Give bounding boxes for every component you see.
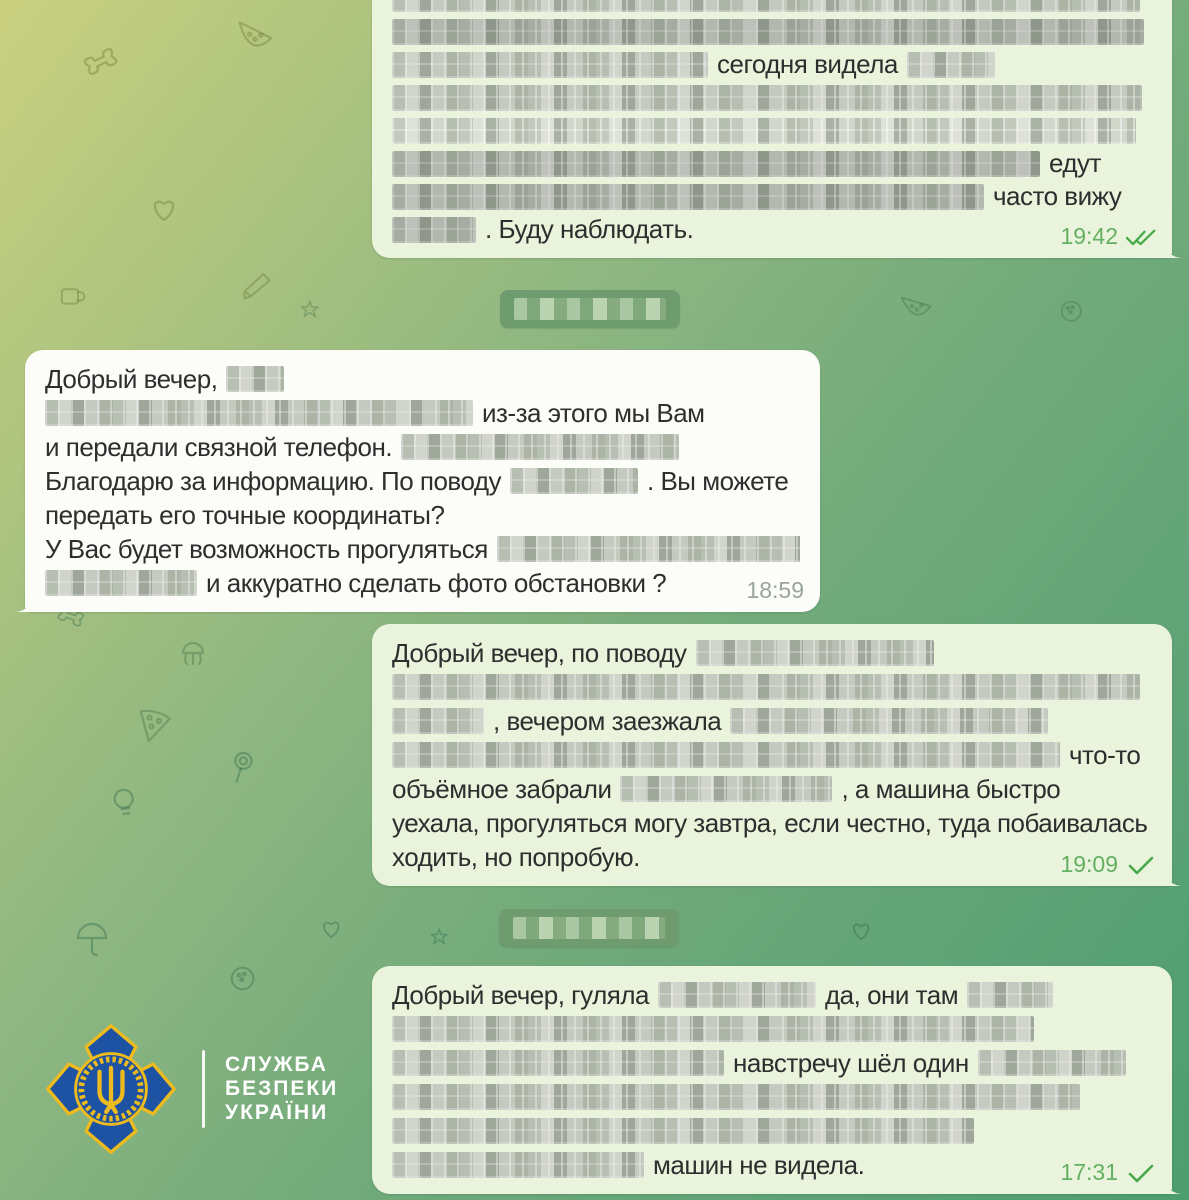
watermark-line: БЕЗПЕКИ: [225, 1077, 339, 1100]
message-line: [45, 498, 800, 532]
redacted-blur-segment: [392, 85, 1142, 111]
redacted-blur-segment: [392, 0, 1140, 12]
double-check-icon: [1126, 227, 1156, 247]
message-text-segment: , а машина быстро: [841, 773, 1061, 804]
redacted-blur-segment: [392, 52, 708, 78]
message-text-segment: Благодарю за информацию. По поводу: [45, 465, 502, 496]
message-line: [45, 566, 800, 600]
message-meta: [1060, 851, 1156, 878]
redacted-blur-segment: [967, 982, 1053, 1008]
message-text-segment: передать его точные координаты?: [45, 499, 445, 530]
redacted-blur-segment: [658, 982, 816, 1008]
message-line: [392, 15, 1152, 48]
message-line: [392, 1080, 1152, 1114]
message-text-segment: едут: [1049, 148, 1101, 178]
redacted-blur-segment: [45, 570, 197, 596]
redacted-blur-segment: [392, 674, 1140, 700]
bubble-tail: [1161, 1172, 1183, 1194]
redacted-blur-segment: [392, 1050, 724, 1076]
redacted-blur-segment: [45, 400, 473, 426]
watermark-line: УКРАЇНИ: [225, 1101, 329, 1124]
message-bubble-1[interactable]: [372, 0, 1172, 258]
message-line: [392, 180, 1152, 213]
message-text-segment: Добрый вечер, гуляла: [392, 979, 649, 1010]
message-lines: [372, 966, 1172, 1194]
message-time: 19:42: [1060, 223, 1118, 249]
redacted-blur-segment: [401, 434, 679, 460]
redacted-blur-segment: [392, 1084, 1080, 1110]
message-lines: [372, 624, 1172, 886]
message-text-segment: , вечером заезжала: [493, 705, 722, 736]
message-bubble-4[interactable]: [372, 966, 1172, 1194]
message-text-segment: Добрый вечер,: [45, 363, 218, 394]
redacted-blur-segment: [392, 19, 1144, 45]
message-line: [45, 464, 800, 498]
redacted-blur-segment: [392, 1118, 974, 1144]
message-meta: [1060, 223, 1156, 250]
message-line: [392, 1012, 1152, 1046]
message-line: [392, 1148, 1152, 1182]
message-text-segment: уехала, прогуляться могу завтра, если честно, туда побаивалась: [392, 807, 1148, 838]
message-meta: [1060, 1159, 1156, 1186]
redacted-blur-segment: [907, 52, 995, 78]
date-separator-pill[interactable]: [499, 909, 679, 947]
redacted-date-blur: [513, 917, 665, 939]
redacted-blur-segment: [226, 366, 284, 392]
message-text-segment: У Вас будет возможность прогуляться: [45, 533, 488, 564]
redacted-blur-segment: [392, 742, 1060, 768]
message-text-segment: часто вижу: [993, 181, 1122, 211]
message-text-segment: сегодня видела: [717, 49, 898, 79]
bubble-tail: [1161, 236, 1183, 258]
watermark-text: [225, 1054, 338, 1124]
redacted-blur-segment: [730, 708, 1048, 734]
message-line: [392, 636, 1152, 670]
message-line: [392, 840, 1152, 874]
redacted-blur-segment: [497, 536, 800, 562]
message-text-segment: из-за этого мы Вам: [482, 397, 705, 428]
message-text-segment: . Буду наблюдать.: [485, 214, 694, 244]
message-line: [392, 48, 1152, 81]
message-meta: [746, 577, 804, 604]
message-line: [392, 114, 1152, 147]
single-check-icon: [1126, 855, 1156, 875]
message-line: [392, 704, 1152, 738]
message-line: [392, 978, 1152, 1012]
message-line: [45, 430, 800, 464]
sbu-emblem-icon: [44, 1022, 178, 1156]
message-text-segment: и передали связной телефон.: [45, 431, 393, 462]
message-time: 19:09: [1060, 851, 1118, 877]
redacted-blur-segment: [392, 1016, 1034, 1042]
watermark-line: СЛУЖБА: [225, 1053, 328, 1076]
message-line: [45, 396, 800, 430]
redacted-blur-segment: [392, 118, 1136, 144]
message-text-segment: ходить, но попробую.: [392, 841, 640, 872]
redacted-blur-segment: [620, 776, 832, 802]
message-line: [392, 772, 1152, 806]
redacted-blur-segment: [392, 184, 984, 210]
single-check-icon: [1126, 1163, 1156, 1183]
message-lines: [25, 350, 820, 612]
message-text-segment: объёмное забрали: [392, 773, 612, 804]
redacted-date-blur: [514, 298, 666, 320]
message-line: [392, 0, 1152, 15]
sbu-watermark: [44, 1022, 338, 1156]
message-line: [392, 1046, 1152, 1080]
redacted-blur-segment: [392, 708, 484, 734]
message-line: [392, 1114, 1152, 1148]
message-text-segment: машин не видела.: [653, 1149, 865, 1180]
redacted-blur-segment: [696, 640, 934, 666]
bubble-tail: [14, 590, 36, 612]
message-time: 17:31: [1060, 1159, 1118, 1185]
redacted-blur-segment: [392, 1152, 644, 1178]
message-bubble-2[interactable]: [25, 350, 820, 612]
message-line: [392, 670, 1152, 704]
message-line: [392, 147, 1152, 180]
redacted-blur-segment: [978, 1050, 1126, 1076]
redacted-blur-segment: [392, 151, 1040, 177]
message-bubble-3[interactable]: [372, 624, 1172, 886]
redacted-blur-segment: [510, 468, 638, 494]
message-text-segment: да, они там: [824, 979, 959, 1010]
message-lines: [372, 0, 1172, 258]
message-line: [392, 213, 1152, 246]
message-line: [45, 532, 800, 566]
date-separator-pill[interactable]: [500, 290, 680, 328]
watermark-divider: [202, 1050, 205, 1128]
bubble-tail: [1161, 864, 1183, 886]
message-text-segment: и аккуратно сделать фото обстановки ?: [206, 567, 667, 598]
message-line: [392, 738, 1152, 772]
message-line: [45, 362, 800, 396]
message-line: [392, 81, 1152, 114]
message-text-segment: что-то: [1069, 739, 1141, 770]
message-text-segment: навстречу шёл один: [733, 1047, 969, 1078]
message-text-segment: . Вы можете: [647, 465, 789, 496]
message-line: [392, 806, 1152, 840]
redacted-blur-segment: [392, 217, 476, 243]
message-text-segment: Добрый вечер, по поводу: [392, 637, 687, 668]
message-time: 18:59: [746, 577, 804, 603]
